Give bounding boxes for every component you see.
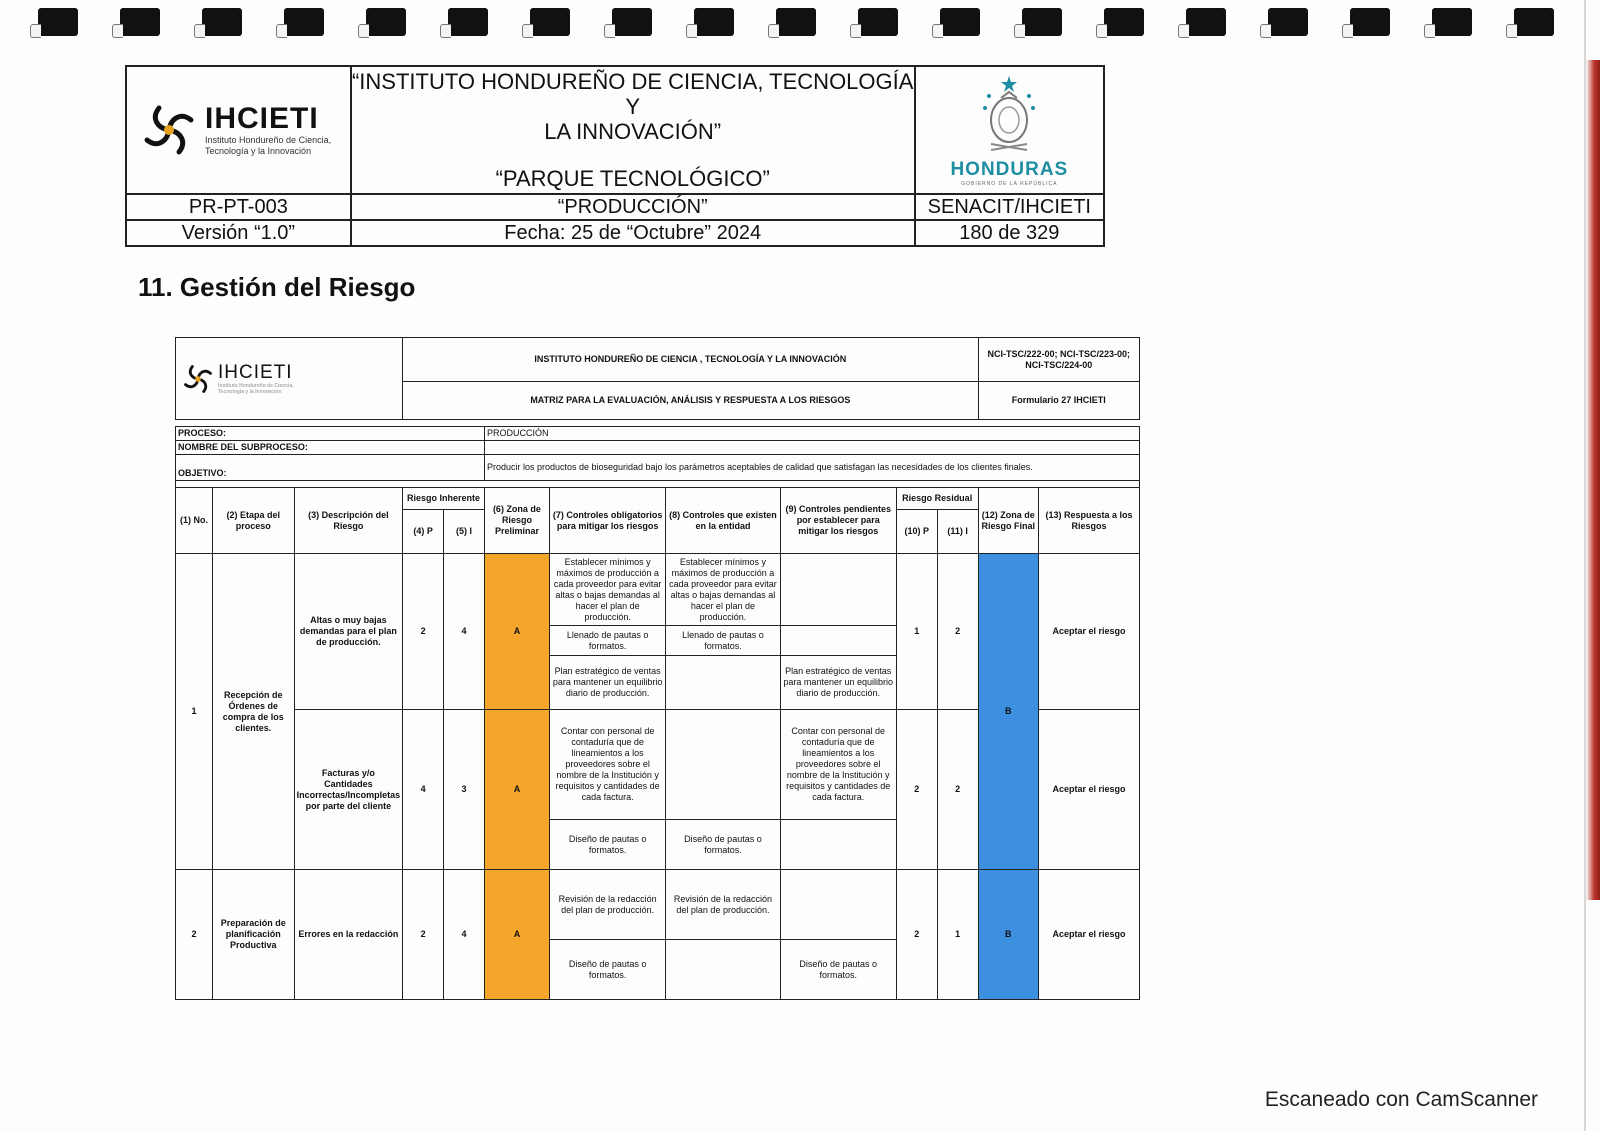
institution-subtitle: “PARQUE TECNOLÓGICO” [495, 166, 770, 191]
header-i11: (11) I [937, 510, 978, 554]
header-descripcion: (3) Descripción del Riesgo [294, 488, 403, 554]
country-name: HONDURAS [950, 158, 1069, 180]
row1b-c9b [780, 820, 896, 870]
matrix-logo-sub: Instituto Hondureño de Ciencia, Tecnología y la Innovación [218, 382, 294, 395]
header-controles-existentes: (8) Controles que existen en la entidad [666, 488, 780, 554]
row1b-resp: Aceptar el riesgo [1038, 710, 1139, 870]
document-org: SENACIT/IHCIETI [915, 194, 1104, 220]
header-controles-obligatorios: (7) Controles obligatorios para mitigar los riesgos [549, 488, 665, 554]
proceso-value: PRODUCCIÓN [484, 427, 1139, 441]
objetivo-label: OBJETIVO: [176, 455, 485, 481]
logo-subtitle-1: Instituto Hondureño de Ciencia, [205, 135, 332, 145]
proceso-label: PROCESO: [176, 427, 485, 441]
subproceso-label: NOMBRE DEL SUBPROCESO: [176, 441, 485, 455]
row1a-c9a [780, 554, 896, 626]
institution-title-line1: “INSTITUTO HONDUREÑO DE CIENCIA, TECNOLOGÍA Y [351, 69, 914, 119]
row2-c9a [780, 870, 896, 940]
row2-i: 4 [444, 870, 485, 1000]
row1-etapa: Recepción de Órdenes de compra de los clientes. [212, 554, 294, 870]
row2-ri: 1 [937, 870, 978, 1000]
row2-rp: 2 [896, 870, 937, 1000]
objetivo-value: Producir los productos de bioseguridad bajo los parámetros aceptables de calidad que satisfagan las necesidades de los clientes finales. [484, 455, 1139, 481]
header-respuesta: (13) Respuesta a los Riesgos [1038, 488, 1139, 554]
document-header [125, 65, 1105, 247]
row1a-rp: 1 [896, 554, 937, 710]
header-title-cell [351, 66, 915, 194]
row1a-c9b [780, 626, 896, 656]
header-residual: Riesgo Residual [896, 488, 978, 510]
row1b-p: 4 [403, 710, 444, 870]
header-zona-preliminar: (6) Zona de Riesgo Preliminar [484, 488, 549, 554]
row2-c9b: Diseño de pautas o formatos. [780, 940, 896, 1000]
binder-holes [38, 8, 1558, 40]
row2-p: 2 [403, 870, 444, 1000]
row1b-c7a: Contar con personal de contaduría que de lineamientos a los proveedores sobre el nombre de la Institución y requisitos y cantidades de cada factura. [549, 710, 665, 820]
matrix-institution: INSTITUTO HONDUREÑO DE CIENCIA , TECNOLOGÍA Y LA INNOVACIÓN [403, 338, 978, 382]
row2-c8a: Revisión de la redacción del plan de producción. [666, 870, 780, 940]
row1-no: 1 [176, 554, 213, 870]
scanner-watermark: Escaneado con CamScanner [1264, 1088, 1538, 1111]
row1b-ri: 2 [937, 710, 978, 870]
row1a-ri: 2 [937, 554, 978, 710]
row2-c7b: Diseño de pautas o formatos. [549, 940, 665, 1000]
ihcieti-logo-icon [181, 362, 215, 396]
row1a-c8b: Llenado de pautas o formatos. [666, 626, 780, 656]
row2-c8b [666, 940, 780, 1000]
subproceso-value [484, 441, 1139, 455]
document-page: 180 de 329 [915, 220, 1104, 246]
honduras-coat-of-arms-icon [979, 74, 1039, 154]
header-inherente: Riesgo Inherente [403, 488, 485, 510]
row1b-c8a [666, 710, 780, 820]
country-sub: GOBIERNO DE LA REPÚBLICA [961, 180, 1058, 187]
row1b-c8b: Diseño de pautas o formatos. [666, 820, 780, 870]
table-row [176, 870, 1140, 940]
row1a-c8a: Establecer mínimos y máximos de producción a cada proveedor para evitar altas o bajas demandas al hacer el plan de producción. [666, 554, 780, 626]
row1b-zone: A [484, 710, 549, 870]
row1b-c9a: Contar con personal de contaduría que de lineamientos a los proveedores sobre el nombre de la Institución y requisitos y cantidades de cada factura. [780, 710, 896, 820]
row2-resp: Aceptar el riesgo [1038, 870, 1139, 1000]
row1a-desc: Altas o muy bajas demandas para el plan de producción. [294, 554, 403, 710]
row1b-desc: Facturas y/o Cantidades Incorrectas/Incompletas por parte del cliente [294, 710, 403, 870]
row1a-c7b: Llenado de pautas o formatos. [549, 626, 665, 656]
header-controles-pendientes: (9) Controles pendientes por establecer para mitigar los riesgos [780, 488, 896, 554]
row1a-zone: A [484, 554, 549, 710]
row2-fzone: B [978, 870, 1038, 1000]
section-title: 11. Gestión del Riesgo [138, 272, 416, 302]
matrix-form: Formulario 27 IHCIETI [978, 382, 1140, 420]
row1a-i: 4 [444, 554, 485, 710]
header-i5: (5) I [444, 510, 485, 554]
header-logo-cell [126, 66, 351, 194]
header-p10: (10) P [896, 510, 937, 554]
row2-desc: Errores en la redacción [294, 870, 403, 1000]
header-etapa: (2) Etapa del proceso [212, 488, 294, 554]
row1a-resp: Aceptar el riesgo [1038, 554, 1139, 710]
document-date: Fecha: 25 de “Octubre” 2024 [351, 220, 915, 246]
row1b-c7b: Diseño de pautas o formatos. [549, 820, 665, 870]
matrix-logo-name: IHCIETI [218, 361, 293, 383]
document-area: “PRODUCCIÓN” [351, 194, 915, 220]
cover-edge [1586, 60, 1600, 900]
matrix-logo-cell [176, 338, 403, 420]
header-country-cell [915, 66, 1104, 194]
logo-subtitle-2: Tecnología y la Innovación [205, 146, 312, 156]
row2-c7a: Revisión de la redacción del plan de producción. [549, 870, 665, 940]
document-code: PR-PT-003 [126, 194, 351, 220]
row1a-p: 2 [403, 554, 444, 710]
header-zona-final: (12) Zona de Riesgo Final [978, 488, 1038, 554]
row1a-c9c: Plan estratégico de ventas para mantener un equilibrio diario de producción. [780, 656, 896, 710]
row1a-c8c [666, 656, 780, 710]
document-version: Versión “1.0” [126, 220, 351, 246]
row2-no: 2 [176, 870, 213, 1000]
ihcieti-logo-icon [139, 100, 199, 160]
matrix-title: MATRIZ PARA LA EVALUACIÓN, ANÁLISIS Y RESPUESTA A LOS RIESGOS [403, 382, 978, 420]
row2-etapa: Preparación de planificación Productiva [212, 870, 294, 1000]
institution-title-line2: LA INNOVACIÓN” [544, 119, 722, 144]
row1a-c7c: Plan estratégico de ventas para mantener un equilibrio diario de producción. [549, 656, 665, 710]
header-no: (1) No. [176, 488, 213, 554]
header-p4: (4) P [403, 510, 444, 554]
row1b-rp: 2 [896, 710, 937, 870]
logo-name: IHCIETI [205, 102, 319, 135]
risk-matrix [175, 337, 1140, 1000]
row1b-i: 3 [444, 710, 485, 870]
row1a-c7a: Establecer mínimos y máximos de producción a cada proveedor para evitar altas o bajas demandas al hacer el plan de producción. [549, 554, 665, 626]
row2-zone: A [484, 870, 549, 1000]
row1a-fzone: B [978, 554, 1038, 870]
matrix-norms: NCI-TSC/222-00; NCI-TSC/223-00; NCI-TSC/224-00 [978, 338, 1140, 382]
table-row [176, 554, 1140, 626]
